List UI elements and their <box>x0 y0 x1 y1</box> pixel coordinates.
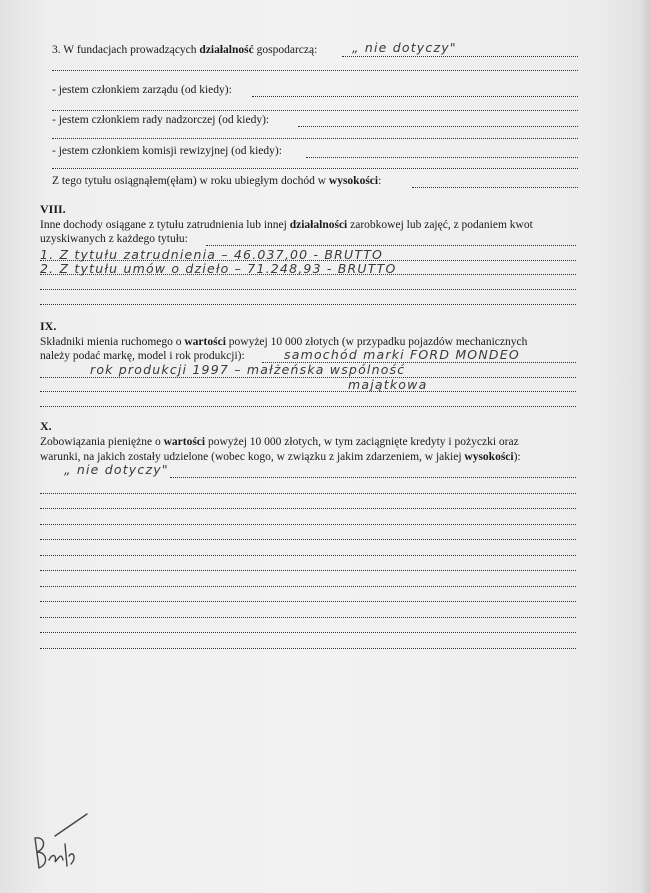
fill-line <box>40 524 576 525</box>
fill-line <box>52 70 578 71</box>
sec9-entry-2: rok produkcji 1997 – małżeńska wspólność <box>90 362 406 377</box>
page-edge-shadow <box>640 0 650 893</box>
fundacje-label: 3. W fundacjach prowadzących działalność gospodarczą: <box>52 44 318 56</box>
section-viii-heading: VIII. <box>40 202 66 216</box>
zarzad-field-line <box>252 96 578 97</box>
fill-line <box>206 245 576 246</box>
sec8-line2: uzyskiwanych z każdego tytułu: <box>40 233 188 245</box>
sec8-entry-2: 2. Z tytułu umów o dzieło – 71.248,93 - BRUTTO <box>40 261 397 276</box>
sec9-entry-1: samochód marki FORD MONDEO <box>284 347 520 362</box>
sec10-line1: Zobowiązania pieniężne o wartości powyżej 10 000 złotych, w tym zaciągnięte kredyty i pożyczki oraz <box>40 436 519 448</box>
fill-line <box>52 110 578 111</box>
fill-line <box>40 493 576 494</box>
section-ix-heading: IX. <box>40 319 57 333</box>
section-x-heading: X. <box>40 419 52 433</box>
fill-line <box>40 601 576 602</box>
komisja-label: - jestem członkiem komisji rewizyjnej (od kiedy): <box>52 145 282 157</box>
fundacje-value: „ nie dotyczy" <box>352 40 457 55</box>
fill-line <box>40 406 576 407</box>
fill-line <box>40 377 576 378</box>
sec8-entry-1: 1. Z tytułu zatrudnienia – 46.037,00 - BRUTTO <box>40 247 384 262</box>
sec10-entry-1: „ nie dotyczy" <box>64 462 169 477</box>
fill-line <box>170 477 576 478</box>
zarzad-label: - jestem członkiem zarządu (od kiedy): <box>52 84 232 96</box>
fill-line <box>40 304 576 305</box>
income-field-line <box>412 187 578 188</box>
sec9-line1: Składniki mienia ruchomego o wartości powyżej 10 000 złotych (w przypadku pojazdów mechanicznych <box>40 336 528 348</box>
fundacje-field-line <box>342 56 578 57</box>
fill-line <box>40 391 576 392</box>
sec10-line2: warunki, na jakich zostały udzielone (wobec kogo, w związku z jakim zdarzeniem, w jakiej wysokości): <box>40 451 521 463</box>
fill-line <box>40 555 576 556</box>
fill-line <box>52 138 578 139</box>
fill-line <box>40 289 576 290</box>
sec8-line1: Inne dochody osiągane z tytułu zatrudnienia lub innej działalności zarobkowej lub zajęć, z podaniem kwot <box>40 219 533 231</box>
fill-line <box>40 617 576 618</box>
sec9-line2: należy podać markę, model i rok produkcji): <box>40 350 245 362</box>
fill-line <box>40 274 576 275</box>
fill-line <box>40 632 576 633</box>
income-label: Z tego tytułu osiągnąłem(ęłam) w roku ubiegłym dochód w wysokości: <box>52 175 382 187</box>
signature-mark <box>25 808 95 878</box>
sec9-entry-3: majątkowa <box>348 377 428 392</box>
fill-line <box>40 586 576 587</box>
fill-line <box>40 508 576 509</box>
komisja-field-line <box>306 157 578 158</box>
rada-label: - jestem członkiem rady nadzorczej (od kiedy): <box>52 114 270 126</box>
rada-field-line <box>298 126 578 127</box>
fill-line <box>40 539 576 540</box>
fill-line <box>52 168 578 169</box>
fill-line <box>40 648 576 649</box>
fill-line <box>40 570 576 571</box>
